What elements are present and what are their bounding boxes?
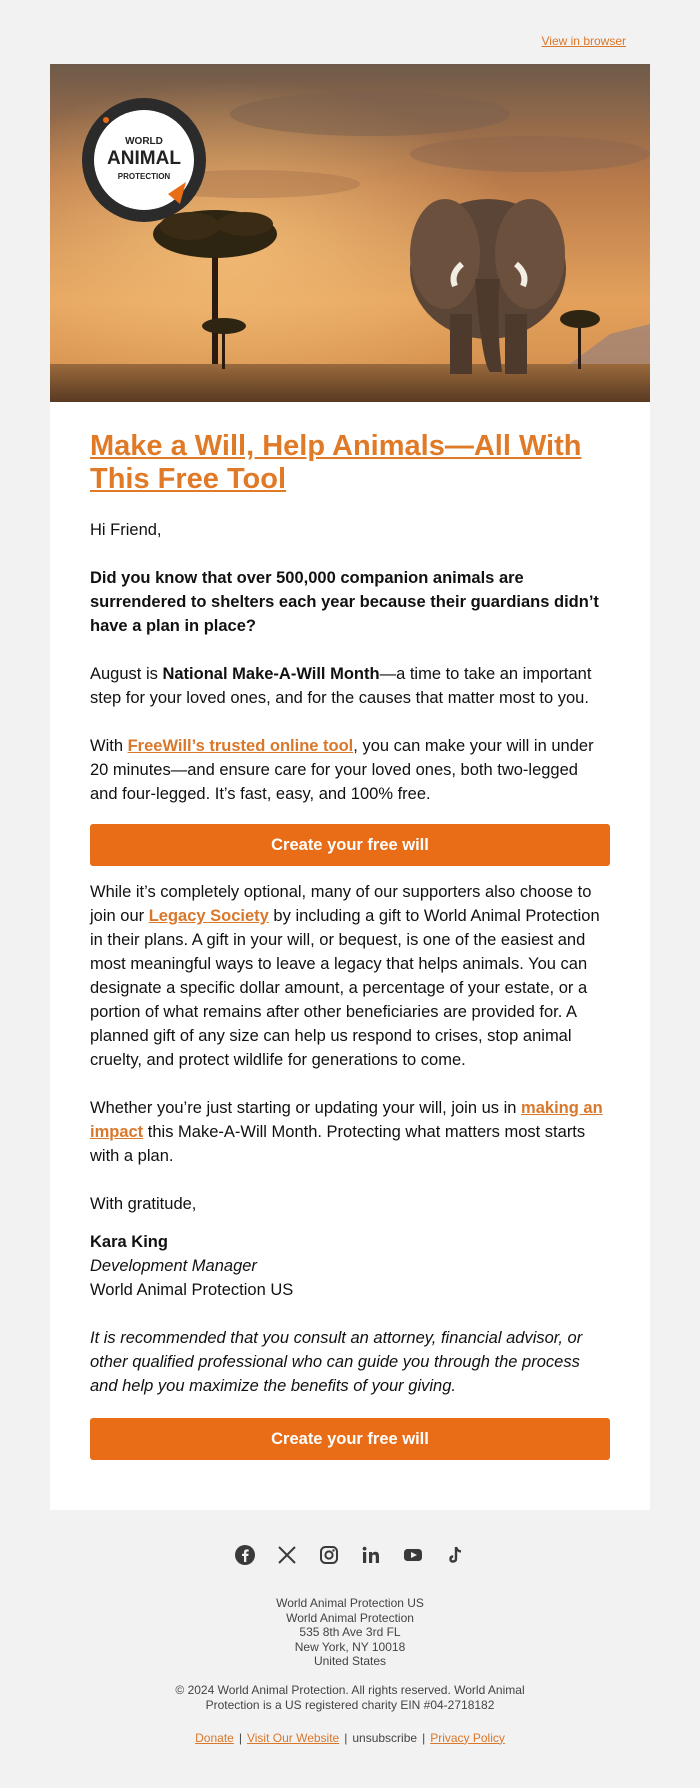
unsubscribe-link[interactable]: unsubscribe: [352, 1730, 418, 1745]
create-will-button-bottom[interactable]: Create your free will: [90, 1418, 610, 1460]
freewill-tool-link[interactable]: FreeWill’s trusted online tool: [127, 737, 354, 755]
paragraph-make-a-will-month: August is National Make-A-Will Month—a time to take an important step for your loved ones, and for the causes that matter most to you.: [90, 665, 592, 707]
facebook-icon[interactable]: [234, 1544, 256, 1566]
privacy-policy-link[interactable]: Privacy Policy: [430, 1730, 505, 1745]
logo-line-3: PROTECTION: [117, 172, 171, 181]
footer: [0, 1510, 700, 1745]
closing: With gratitude,: [90, 1195, 197, 1213]
address-line: New York, NY 10018: [294, 1639, 406, 1654]
youtube-icon[interactable]: [402, 1544, 424, 1566]
legacy-society-link[interactable]: Legacy Society: [148, 907, 269, 925]
separator: |: [238, 1730, 242, 1745]
logo-line-1: WORLD: [125, 136, 163, 147]
hero-image: [50, 64, 650, 402]
copyright-notice: © 2024 World Animal Protection. All rights reserved. World Animal Protection is a US registered charity EIN #04-2718182: [175, 1682, 525, 1712]
making-an-impact-link[interactable]: making an impact: [90, 1099, 603, 1141]
social-links: [0, 1544, 700, 1572]
make-a-will-month-emphasis: National Make-A-Will Month: [162, 665, 380, 683]
instagram-icon[interactable]: [318, 1544, 340, 1566]
email-body: [50, 402, 650, 1460]
visit-website-link[interactable]: Visit Our Website: [246, 1730, 340, 1745]
x-icon[interactable]: [276, 1544, 298, 1566]
disclaimer: It is recommended that you consult an attorney, financial advisor, or other qualified professional who can guide you through the process and help you maximize the benefits of your giving.: [90, 1329, 583, 1395]
separator: |: [344, 1730, 348, 1745]
view-in-browser-link[interactable]: View in browser: [541, 34, 626, 48]
create-will-button-top[interactable]: Create your free will: [90, 824, 610, 866]
signature-title: Development Manager: [90, 1257, 257, 1275]
separator: |: [422, 1730, 426, 1745]
email-card: [50, 64, 650, 1510]
headline-link[interactable]: Make a Will, Help Animals—All With This Free Tool: [90, 430, 582, 495]
paragraph-legacy-society: While it’s completely optional, many of our supporters also choose to join our Legacy Society by including a gift to World Animal Protection in their plans. A gift in your will, or bequest, is one of the easiest and most meaningful ways to leave a legacy that helps animals. You can designate a specific dollar amount, a percentage of your estate, or a portion of what remains after other beneficiaries are provided for. A planned gift of any size can help us respond to crises, stop animal cruelty, and protect wildlife for generations to come.: [90, 883, 600, 1069]
address-line: World Animal Protection: [286, 1610, 414, 1625]
signature-name: Kara King: [90, 1233, 168, 1251]
address-line: United States: [313, 1654, 387, 1668]
signature-org: World Animal Protection US: [90, 1281, 294, 1299]
linkedin-icon[interactable]: [360, 1544, 382, 1566]
tiktok-icon[interactable]: [444, 1544, 466, 1566]
greeting: Hi Friend,: [90, 521, 162, 539]
paragraph-freewill: With FreeWill’s trusted online tool, you can make your will in under 20 minutes—and ensure care for your loved ones, both two-legged and four-legged. It’s fast, easy, and 100% free.: [90, 737, 594, 803]
donate-link[interactable]: Donate: [195, 1730, 234, 1745]
intro-statement: Did you know that over 500,000 companion animals are surrendered to shelters each year because their guardians didn’t have a plan in place?: [90, 569, 599, 635]
postal-address: [0, 1596, 700, 1669]
top-bar: [0, 0, 700, 64]
footer-links: [0, 1731, 700, 1745]
address-line: World Animal Protection US: [276, 1596, 424, 1610]
logo-line-2: ANIMAL: [107, 148, 181, 169]
world-animal-protection-logo: [82, 98, 206, 222]
paragraph-impact: Whether you’re just starting or updating your will, join us in making an impact this Make-A-Will Month. Protecting what matters most starts with a plan.: [90, 1099, 603, 1165]
address-line: 535 8th Ave 3rd FL: [299, 1625, 401, 1639]
